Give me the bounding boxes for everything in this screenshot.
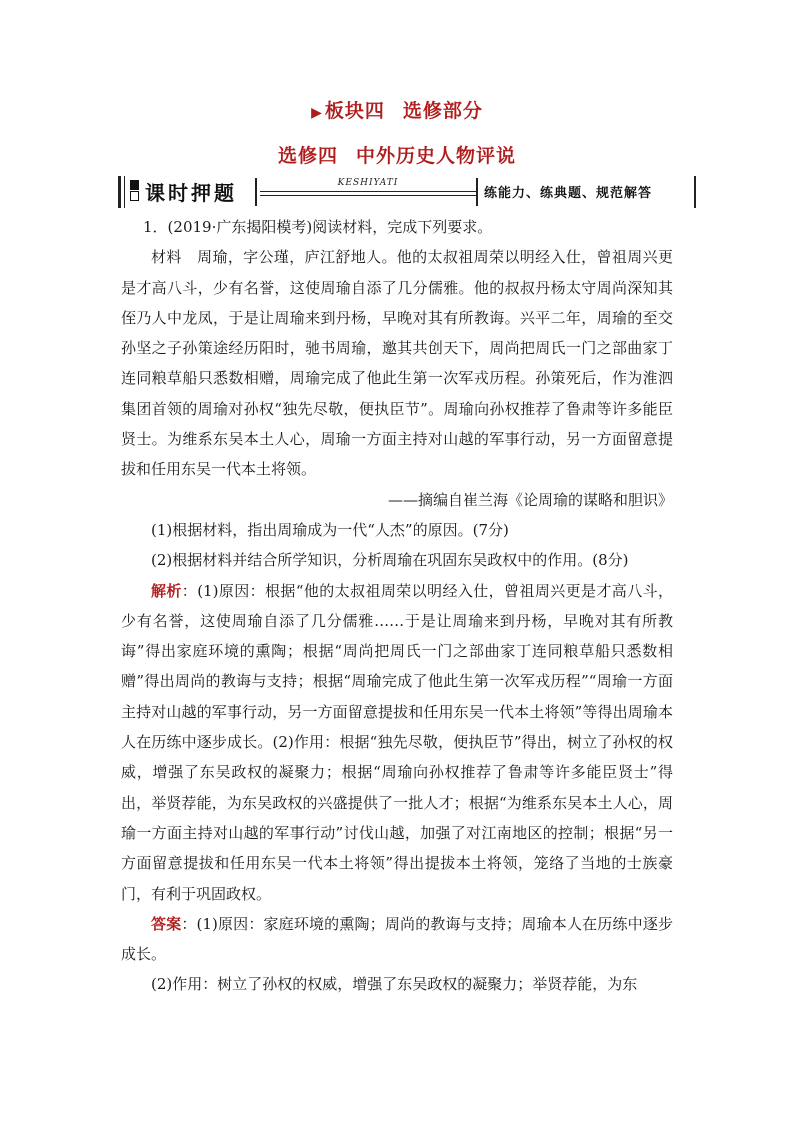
answer-text-2: (2)作用：树立了孙权的权威，增强了东吴政权的凝聚力；举贤荐能，为东 xyxy=(151,975,638,994)
banner-divider xyxy=(255,178,257,206)
analysis-paragraph: 解析：(1)原因：根据“他的太叔祖周荣以明经入仕，曾祖周兴更是才高八斗，少有名誉，这使周瑜自添了几分儒雅……于是让周瑜来到丹杨，早晚对其有所教诲”得出家庭环境的熏陶；根据“周尚把周氏一门之部曲家丁连同粮草船只悉数相赠”得出周尚的教诲与支持；根据“周瑜完成了他此生第一次军戎历程”“周瑜一方面主持对山越的军事行动，另一方面留意提拔和任用东吴一代本土将领”等得出周瑜本人在历练中逐步成长。(2)作用：根据“独先尽敬，便执臣节”得出，树立了孙权的权威，增强了东吴政权的凝聚力；根据“周瑜向孙权推荐了鲁肃等许多能臣贤士”得出，举贤荐能，为东吴政权的兴盛提供了一批人才；根据“为维系东吴本土人心，周瑜一方面主持对山越的军事行动”讨伐山越，加强了对江南地区的控制；根据“另一方面留意提拔和任用东吴一代本土将领”得出提拔本土将领，笼络了当地的士族豪门，有利于巩固政权。 xyxy=(121,581,673,903)
banner-square-icon xyxy=(130,180,139,190)
subsection-title xyxy=(0,141,794,168)
material-text: 材料 周瑜，字公瑾，庐江舒地人。他的太叔祖周荣以明经入仕，曾祖周兴更是才高八斗，少有名誉，这使周瑜自添了几分儒雅。他的叔叔丹杨太守周尚深知其侄乃人中龙凤，于是让周瑜来到丹杨，早晚对其有所教诲。兴平二年，周瑜的至交孙坚之子孙策途经历阳时，驰书周瑜，邀其共创天下，周尚把周氏一门之部曲家丁连同粮草船只悉数相赠，周瑜完成了他此生第一次军戎历程。孙策死后，作为淮泗集团首领的周瑜对孙权“独先尽敬，便执臣节”。周瑜向孙权推荐了鲁肃等许多能臣贤士。为维系东吴本土人心，周瑜一方面主持对山越的军事行动，另一方面留意提拔和任用东吴一代本土将领。 xyxy=(121,248,673,479)
material-source: ——摘编自崔兰海《论周瑜的谋略和胆识》 xyxy=(387,490,673,509)
answer-label: 答案 xyxy=(151,914,182,933)
question-block xyxy=(121,212,673,1000)
sub-question-1: (1)根据材料，指出周瑜成为一代“人杰”的原因。(7分) xyxy=(151,520,509,539)
banner-subtitle: KESHIYATI xyxy=(337,178,399,188)
analysis-text: (1)原因：根据“他的太叔祖周荣以明经入仕，曾祖周兴更是才高八斗，少有名誉，这使周瑜自添了几分儒雅……于是让周瑜来到丹杨，早晚对其有所教诲”得出家庭环境的熏陶；根据“周尚把周氏一门之部曲家丁连同粮草船只悉数相赠”得出周尚的教诲与支持；根据“周瑜完成了他此生第一次军戎历程”“周瑜一方面主持对山越的军事行动，另一方面留意提拔和任用东吴一代本土将领”等得出周瑜本人在历练中逐步成长。(2)作用：根据“独先尽敬，便执臣节”得出，树立了孙权的权威，增强了东吴政权的凝聚力；根据“周瑜向孙权推荐了鲁肃等许多能臣贤士”得出，举贤荐能，为东吴政权的兴盛提供了一批人才；根据“为维系东吴本土人心，周瑜一方面主持对山越的军事行动”讨伐山越，加强了对江南地区的控制；根据“另一方面留意提拔和任用东吴一代本土将领”得出提拔本土将领，笼络了当地的士族豪门，有利于巩固政权。 xyxy=(121,581,673,903)
banner-divider xyxy=(476,178,478,206)
analysis-label: 解析 xyxy=(151,581,182,600)
banner-left-bar xyxy=(118,176,125,208)
answer-paragraph: 答案：(1)原因：家庭环境的熏陶；周尚的教诲与支持；周瑜本人在历练中逐步成长。 xyxy=(121,914,673,964)
banner-right-text: 练能力、练典题、规范解答 xyxy=(484,186,653,201)
answer-text-1: (1)原因：家庭环境的熏陶；周尚的教诲与支持；周瑜本人在历练中逐步成长。 xyxy=(121,914,673,964)
banner-rule xyxy=(260,191,476,192)
section-title xyxy=(0,96,794,123)
section-title-part1: 板块四 xyxy=(324,100,385,122)
subsection-title-part1: 选修四 xyxy=(277,145,338,167)
banner-square-outline-icon xyxy=(130,191,139,201)
section-title-part2: 选修部分 xyxy=(402,100,483,122)
banner-rule xyxy=(260,195,476,196)
banner-label: 课时押题 xyxy=(145,181,237,205)
lesson-banner xyxy=(118,176,698,208)
question-stem: 1．(2019·广东揭阳模考)阅读材料，完成下列要求。 xyxy=(143,218,493,236)
triangle-icon: ▶ xyxy=(311,105,323,121)
subsection-title-part2: 中外历史人物评说 xyxy=(356,145,517,167)
sub-question-2: (2)根据材料并结合所学知识，分析周瑜在巩固东吴政权中的作用。(8分) xyxy=(151,551,629,570)
banner-right-bar xyxy=(694,176,698,208)
